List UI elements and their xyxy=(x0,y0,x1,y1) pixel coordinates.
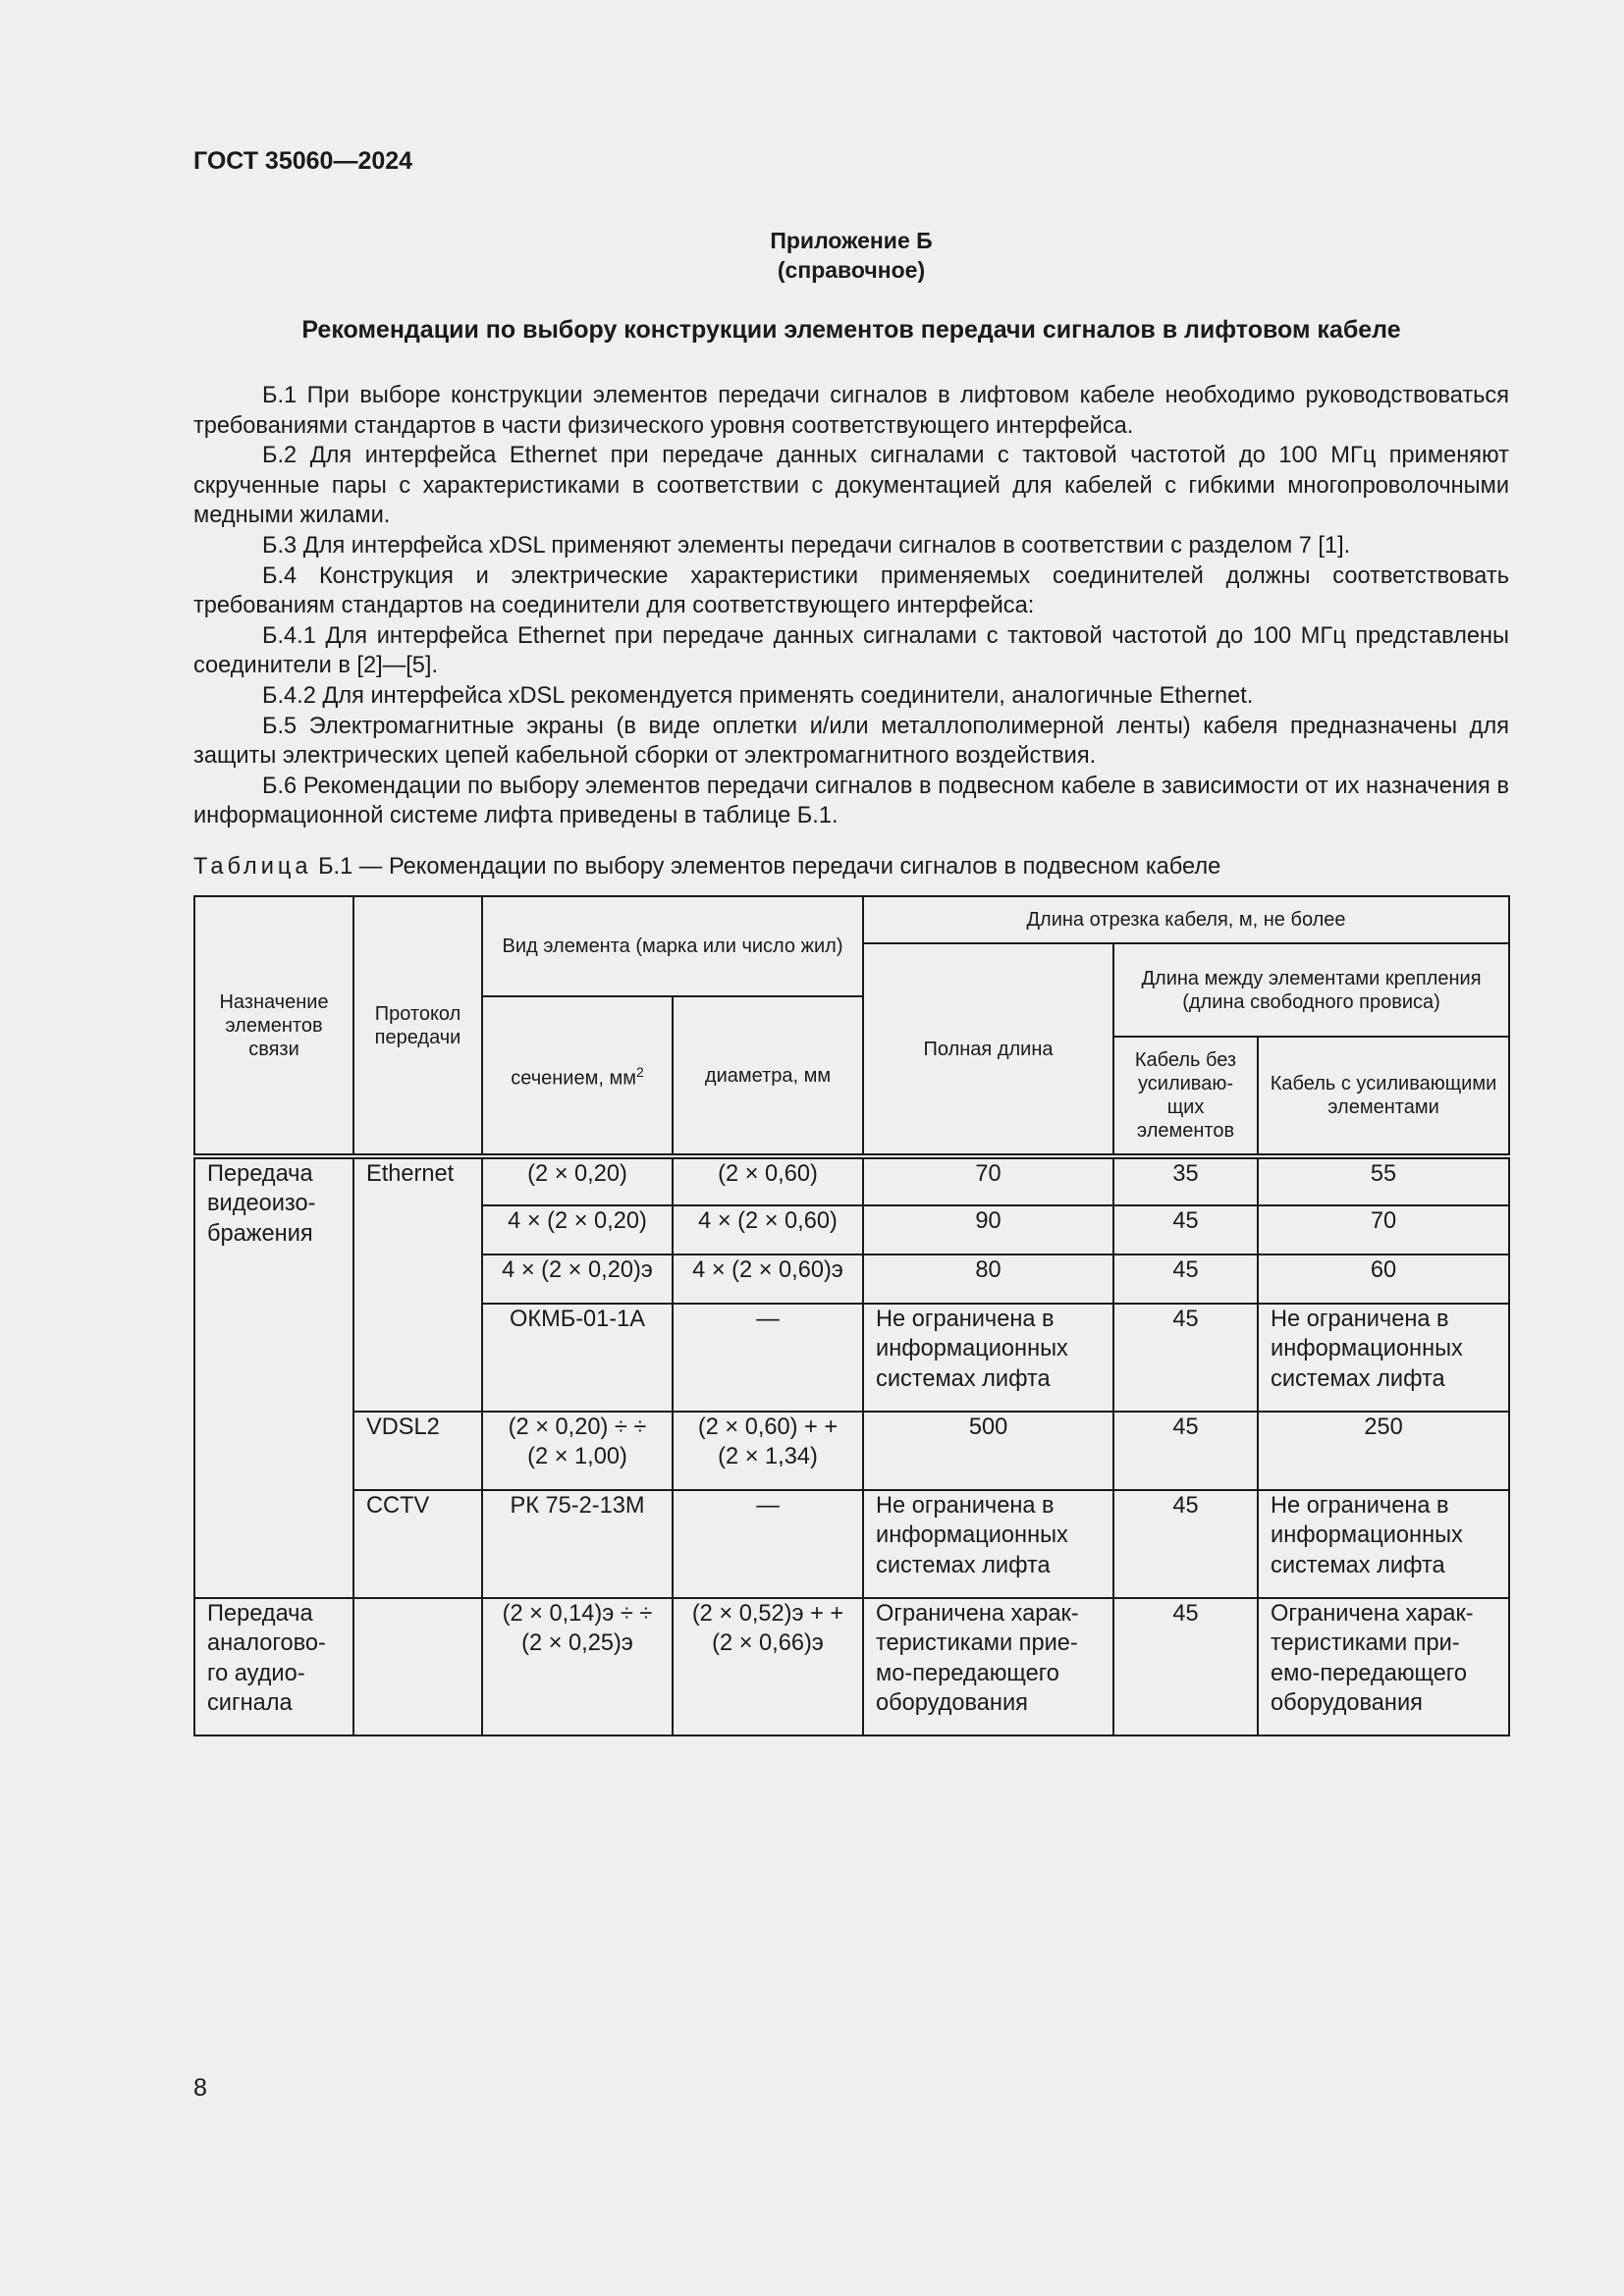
header-section-label: сечением, мм xyxy=(511,1067,636,1090)
page-number: 8 xyxy=(193,2074,207,2102)
table-caption-word: Таблица xyxy=(193,854,312,880)
document-code: ГОСТ 35060—2024 xyxy=(193,147,413,175)
cell-section: РК 75-2-13М xyxy=(482,1490,673,1598)
paragraph: Б.6 Рекомендации по выбору элементов передачи сигналов в подвесном кабеле в зависимости от их назначения в информационной системе лифта приведены в таблице Б.1. xyxy=(193,773,1509,829)
paragraph: Б.3 Для интерфейса xDSL применяют элементы передачи сигналов в соответствии с разделом 7 [1]. xyxy=(262,532,1351,559)
cell-without: 45 xyxy=(1113,1598,1258,1735)
cell-with: 55 xyxy=(1258,1156,1509,1205)
table-row xyxy=(194,1490,1509,1598)
header-full-length: Полная длина xyxy=(863,943,1113,1156)
cell-full: Ограничена харак-теристиками прие-мо-передающего оборудования xyxy=(863,1598,1113,1735)
cell-without: 45 xyxy=(1113,1412,1258,1490)
cell-diameter: — xyxy=(673,1490,863,1598)
group-video: Передача видеоизо-бражения xyxy=(194,1156,353,1598)
cell-with: Не ограничена в информационных системах лифта xyxy=(1258,1490,1509,1598)
cell-section: (2 × 0,20) xyxy=(482,1156,673,1205)
cell-without: 35 xyxy=(1113,1156,1258,1205)
header-length-max: Длина отрезка кабеля, м, не более xyxy=(863,896,1509,943)
cell-diameter: 4 × (2 × 0,60)э xyxy=(673,1255,863,1304)
paragraph: Б.1 При выборе конструкции элементов передачи сигналов в лифтовом кабеле необходимо руководствоваться требованиями стандартов в части физического уровня соответствующего интерфейса. xyxy=(193,383,1509,439)
cell-diameter: 4 × (2 × 0,60) xyxy=(673,1205,863,1255)
cell-full: 80 xyxy=(863,1255,1113,1304)
cell-diameter: (2 × 0,60) xyxy=(673,1156,863,1205)
paragraph: Б.4.2 Для интерфейса xDSL рекомендуется применять соединители, аналогичные Ethernet. xyxy=(262,682,1254,709)
cell-diameter: (2 × 0,52)э + + (2 × 0,66)э xyxy=(673,1598,863,1735)
cell-without: 45 xyxy=(1113,1490,1258,1598)
cell-full: 90 xyxy=(863,1205,1113,1255)
cell-without: 45 xyxy=(1113,1304,1258,1412)
cell-without: 45 xyxy=(1113,1205,1258,1255)
group-audio: Передача аналогово-го аудио-сигнала xyxy=(194,1598,353,1735)
cell-section: (2 × 0,20) ÷ ÷ (2 × 1,00) xyxy=(482,1412,673,1490)
header-element-type: Вид элемента (марка или число жил) xyxy=(482,896,863,996)
protocol-vdsl2: VDSL2 xyxy=(353,1412,482,1490)
header-purpose: Назначение элементов связи xyxy=(194,896,353,1156)
appendix-type: (справочное) xyxy=(777,257,926,283)
protocol-ethernet: Ethernet xyxy=(353,1156,482,1412)
header-section xyxy=(482,996,673,1156)
header-protocol: Протокол передачи xyxy=(353,896,482,1156)
appendix-heading xyxy=(193,226,1509,285)
header-with-reinf: Кабель с усиливающими элементами xyxy=(1258,1037,1509,1156)
body-text xyxy=(193,381,1509,831)
header-between: Длина между элементами крепления (длина свободного провиса) xyxy=(1113,943,1509,1037)
table-caption xyxy=(193,854,1220,881)
table-row xyxy=(194,1412,1509,1490)
paragraph: Б.4.1 Для интерфейса Ethernet при передаче данных сигналами с тактовой частотой до 100 МГц представлены соединители в [2]—[5]. xyxy=(193,622,1509,679)
table-row xyxy=(194,1598,1509,1735)
paragraph: Б.2 Для интерфейса Ethernet при передаче данных сигналами с тактовой частотой до 100 МГц применяют скрученные пары с характеристиками в соответствии с документацией для кабелей с гибкими многопроволочными медными жилами. xyxy=(193,443,1509,529)
protocol-cctv: CCTV xyxy=(353,1490,482,1598)
appendix-title: Приложение Б xyxy=(770,228,933,253)
cell-section: (2 × 0,14)э ÷ ÷ (2 × 0,25)э xyxy=(482,1598,673,1735)
cell-with: 60 xyxy=(1258,1255,1509,1304)
cell-with: Не ограничена в информационных системах лифта xyxy=(1258,1304,1509,1412)
cell-section: 4 × (2 × 0,20) xyxy=(482,1205,673,1255)
table-row xyxy=(194,1156,1509,1205)
cell-with: Ограничена харак-теристиками при-емо-передающего оборудования xyxy=(1258,1598,1509,1735)
cell-with: 250 xyxy=(1258,1412,1509,1490)
table-caption-text: Б.1 — Рекомендации по выбору элементов передачи сигналов в подвесном кабеле xyxy=(318,854,1221,880)
protocol-empty xyxy=(353,1598,482,1735)
cell-full: Не ограничена в информационных системах лифта xyxy=(863,1490,1113,1598)
section-heading: Рекомендации по выбору конструкции элементов передачи сигналов в лифтовом кабеле xyxy=(301,316,1401,344)
header-section-sup: 2 xyxy=(635,1064,644,1081)
cell-section: ОКМБ-01-1А xyxy=(482,1304,673,1412)
cell-full: 500 xyxy=(863,1412,1113,1490)
header-without-reinf: Кабель без усиливаю-щих элементов xyxy=(1113,1037,1258,1156)
cell-section: 4 × (2 × 0,20)э xyxy=(482,1255,673,1304)
cell-diameter: (2 × 0,60) + + (2 × 1,34) xyxy=(673,1412,863,1490)
paragraph: Б.4 Конструкция и электрические характеристики применяемых соединителей должны соответствовать требованиям стандартов на соединители для соответствующего интерфейса: xyxy=(193,562,1509,619)
cell-with: 70 xyxy=(1258,1205,1509,1255)
cell-full: Не ограничена в информационных системах лифта xyxy=(863,1304,1113,1412)
cell-full: 70 xyxy=(863,1156,1113,1205)
cell-without: 45 xyxy=(1113,1255,1258,1304)
recommendations-table xyxy=(193,895,1510,1736)
header-diameter: диаметра, мм xyxy=(673,996,863,1156)
cell-diameter: — xyxy=(673,1304,863,1412)
paragraph: Б.5 Электромагнитные экраны (в виде оплетки и/или металлополимерной ленты) кабеля предназначены для защиты электрических цепей кабельной сборки от электромагнитного воздействия. xyxy=(193,713,1509,770)
